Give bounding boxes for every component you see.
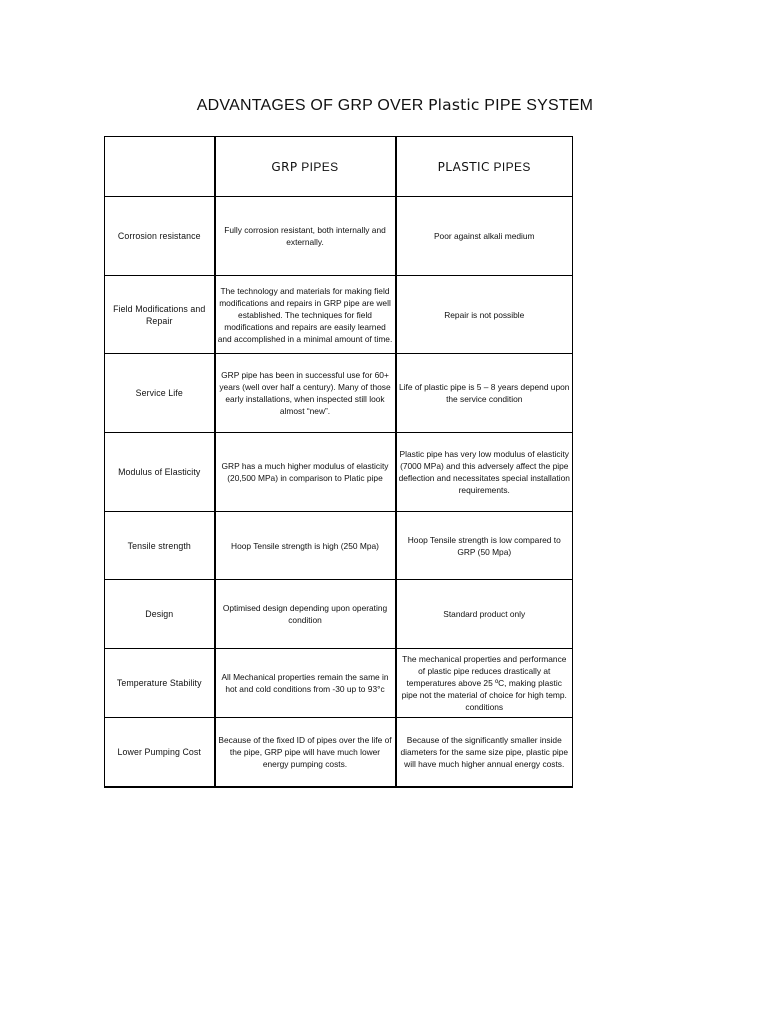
row-label: Modulus of Elasticity: [105, 433, 215, 512]
plastic-cell: Life of plastic pipe is 5 – 8 years depend upon the service condition: [396, 354, 573, 433]
title-emphasis: Plastic: [428, 96, 480, 114]
header-plastic-rest: PIPES: [489, 159, 531, 174]
header-grp-rest: PIPES: [297, 159, 339, 174]
grp-cell: GRP has a much higher modulus of elasticity (20,500 MPa) in comparison to Platic pipe: [215, 433, 396, 512]
table-header-row: [105, 137, 573, 197]
header-plastic-emph: PLASTIC: [437, 159, 490, 174]
plastic-cell: Hoop Tensile strength is low compared to GRP (50 Mpa): [396, 512, 573, 580]
plastic-cell: Poor against alkali medium: [396, 197, 573, 276]
table-row: [105, 580, 573, 649]
row-label: Service Life: [105, 354, 215, 433]
header-empty-cell: [105, 137, 215, 197]
title-prefix: ADVANTAGES OF GRP OVER: [196, 97, 429, 114]
row-label: Design: [105, 580, 215, 649]
plastic-cell: Plastic pipe has very low modulus of elasticity (7000 MPa) and this adversely affect the pipe deflection and necessitates special installation requirements.: [396, 433, 573, 512]
table-row: [105, 649, 573, 718]
grp-cell: GRP pipe has been in successful use for 60+ years (well over half a century). Many of those early installations, when inspected still look almost “new”.: [215, 354, 396, 433]
plastic-cell: Standard product only: [396, 580, 573, 649]
row-label: Corrosion resistance: [105, 197, 215, 276]
grp-cell: Optimised design depending upon operating condition: [215, 580, 396, 649]
grp-cell: Hoop Tensile strength is high (250 Mpa): [215, 512, 396, 580]
row-label: Tensile strength: [105, 512, 215, 580]
grp-cell: The technology and materials for making field modifications and repairs in GRP pipe are well established. The techniques for field modifications and repairs are easily learned and accomplished in a minimal amount of time.: [215, 276, 396, 354]
comparison-table: [104, 136, 573, 788]
plastic-cell: Because of the significantly smaller inside diameters for the same size pipe, plastic pipe will have much higher annual energy costs.: [396, 718, 573, 787]
row-label: Temperature Stability: [105, 649, 215, 718]
table-row: [105, 197, 573, 276]
grp-cell: All Mechanical properties remain the same in hot and cold conditions from -30 up to 93°c: [215, 649, 396, 718]
header-grp-pipes: [215, 137, 396, 197]
grp-cell: Fully corrosion resistant, both internally and externally.: [215, 197, 396, 276]
page-title: [0, 96, 768, 115]
header-plastic-pipes: [396, 137, 573, 197]
title-suffix: PIPE SYSTEM: [479, 97, 594, 114]
row-label: Field Modifications and Repair: [105, 276, 215, 354]
table-row: [105, 512, 573, 580]
grp-cell: Because of the fixed ID of pipes over the life of the pipe, GRP pipe will have much lower energy pumping costs.: [215, 718, 396, 787]
plastic-cell: The mechanical properties and performance of plastic pipe reduces drastically at temperatures above 25 ºC, making plastic pipe not the material of choice for high temp. conditions: [396, 649, 573, 718]
table-row: [105, 354, 573, 433]
plastic-cell: Repair is not possible: [396, 276, 573, 354]
table-row: [105, 433, 573, 512]
table-row: [105, 718, 573, 787]
table-row: [105, 276, 573, 354]
row-label: Lower Pumping Cost: [105, 718, 215, 787]
header-grp-emph: GRP: [271, 159, 298, 174]
